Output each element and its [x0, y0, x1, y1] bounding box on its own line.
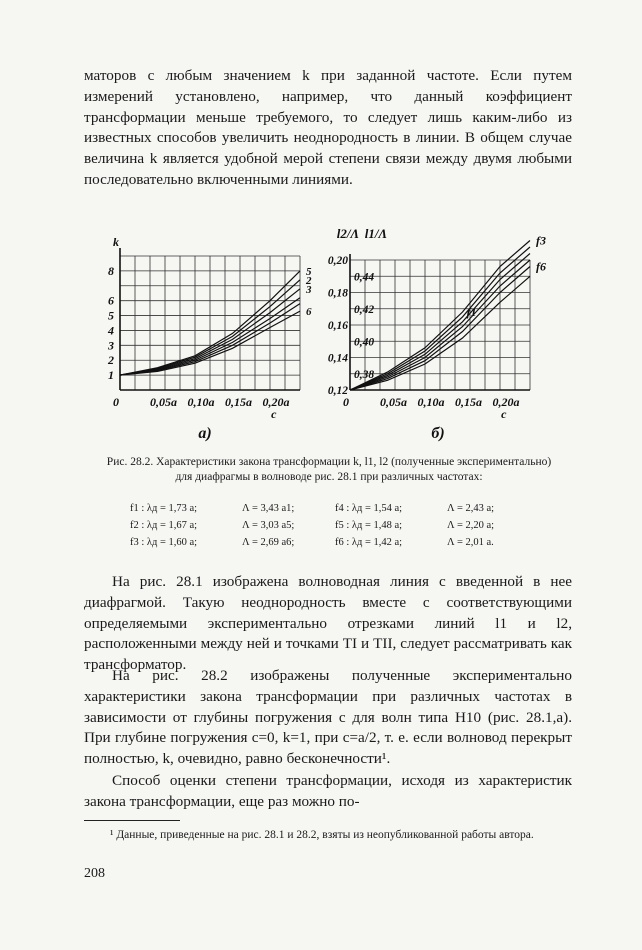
- series-label: 6: [306, 306, 312, 319]
- param-cell: f4 : λд = 1,54 a;: [335, 503, 403, 514]
- frequency-params: [130, 500, 540, 551]
- intro-text: маторов с любым значением k при заданной частоте. Если путем измерений установлено, например, что данный коэффициент трансформации меньше требуемого, то следует лишь каким-либо из известных способов увеличить неоднородность в линии. В общем случае величина k является удобной мерой степени связи между двумя любыми последовательно включенными линиями.: [84, 67, 572, 188]
- paragraph-3: [84, 666, 572, 770]
- param-row: [130, 534, 540, 551]
- series-label: 2: [306, 274, 312, 287]
- y-left-tick-label: 0,16: [327, 320, 348, 332]
- x-axis-label: c: [271, 407, 277, 421]
- x-tick-label: 0,15a: [455, 395, 482, 409]
- param-cell: f3 : λд = 1,60 a;: [130, 537, 198, 548]
- figure-caption: [100, 455, 558, 484]
- y-left-tick-label: 0,18: [327, 287, 348, 300]
- param-cell: Λ = 2,01 a.: [447, 537, 494, 548]
- param-cell: f1 : λд = 1,73 a;: [130, 503, 198, 514]
- footnote-text: ¹ Данные, приведенные на рис. 28.1 и 28.2, взяты из неопубликованной работы автора.: [110, 829, 534, 841]
- y-tick-label: 6: [108, 293, 114, 308]
- footnote-divider: [84, 820, 180, 821]
- figure-28-2: [100, 228, 560, 448]
- intro-paragraph: [84, 66, 572, 191]
- x-tick-label: 0,20a: [492, 395, 520, 409]
- y-tick-label: 8: [108, 263, 114, 278]
- param-row: [130, 500, 540, 517]
- x-tick-label: 0,05a: [150, 395, 177, 409]
- y-tick-label: 5: [108, 308, 114, 323]
- x-tick-label: 0: [113, 395, 119, 409]
- series-label: 5: [306, 265, 312, 278]
- param-cell: Λ = 3,03 a5;: [242, 520, 295, 531]
- x-tick-label: 0,10a: [187, 395, 215, 409]
- chart-panel-b: [328, 228, 546, 442]
- x-tick-label: 0: [343, 395, 349, 409]
- series-label: 3: [306, 283, 312, 296]
- y-axis-label-left: l2/Λ: [336, 228, 360, 241]
- panel-label: б): [431, 425, 445, 442]
- y-tick-label: 3: [108, 338, 114, 353]
- paragraph-text: На рис. 28.1 изображена волноводная линия с введенной в нее диафрагмой. Такую неоднородность вместе с соответствующими определяемыми экспериментально отрезками линий l1 и l2, расположенными между ней и точками TI и TII, следует рассматривать как трансформатор.: [84, 573, 572, 674]
- param-row: [130, 517, 540, 534]
- y-left-tick-label: 0,12: [327, 385, 348, 397]
- y-right-tick-label: 0,44: [354, 271, 375, 284]
- series-label: f3: [536, 233, 546, 248]
- x-tick-label: 0,10a: [417, 395, 445, 409]
- y-left-tick-label: 0,20: [327, 255, 348, 267]
- series-label: f1: [466, 305, 477, 319]
- param-cell: f6 : λд = 1,42 a;: [335, 537, 403, 548]
- y-tick-label: 2: [108, 353, 114, 368]
- paragraph-4: [84, 771, 572, 813]
- paragraph-text: На рис. 28.2 изображены полученные экспериментально характеристики закона трансформации при различных частотах в зависимости от глубины погружения c для волн типа H10 (рис. 28.1,a). При глубине погружения c=0, k=1, при c=a/2, т. е. если волновод перекрыт полностью, k, очевидно, равно бесконечности¹.: [84, 667, 572, 768]
- param-cell: Λ = 2,43 a;: [447, 503, 495, 514]
- y-axis-label: k: [113, 235, 119, 249]
- paragraph-2: [84, 572, 572, 676]
- y-tick-label: 1: [108, 368, 114, 383]
- param-cell: f5 : λд = 1,48 a;: [335, 520, 403, 531]
- caption-text: Рис. 28.2. Характеристики закона трансформации k, l1, l2 (полученные экспериментально) для диафрагмы в волноводе рис. 28.1 при различных частотах:: [106, 456, 552, 483]
- footnote: [84, 828, 572, 843]
- series-label: f6: [536, 259, 546, 274]
- panel-label: а): [198, 425, 212, 442]
- y-right-tick-label: 0,40: [354, 336, 375, 349]
- chart-panel-a: [107, 235, 312, 442]
- y-tick-label: 4: [108, 323, 114, 338]
- page-number: 208: [84, 866, 105, 881]
- y-right-tick-label: 0,38: [354, 368, 375, 381]
- paragraph-text: Способ оценки степени трансформации, исходя из характеристик закона трансформации, еще раз можно по-: [84, 772, 572, 810]
- param-cell: Λ = 2,69 a6;: [242, 537, 295, 548]
- y-axis-label-right: l1/Λ: [364, 228, 388, 241]
- x-tick-label: 0,15a: [225, 395, 252, 409]
- x-tick-label: 0,20a: [262, 395, 290, 409]
- param-cell: Λ = 2,20 a;: [447, 520, 495, 531]
- param-cell: Λ = 3,43 a1;: [242, 503, 295, 514]
- y-left-tick-label: 0,14: [327, 352, 348, 365]
- y-right-tick-label: 0,42: [354, 303, 375, 316]
- x-axis-label: c: [501, 407, 507, 421]
- x-tick-label: 0,05a: [380, 395, 407, 409]
- param-cell: f2 : λд = 1,67 a;: [130, 520, 198, 531]
